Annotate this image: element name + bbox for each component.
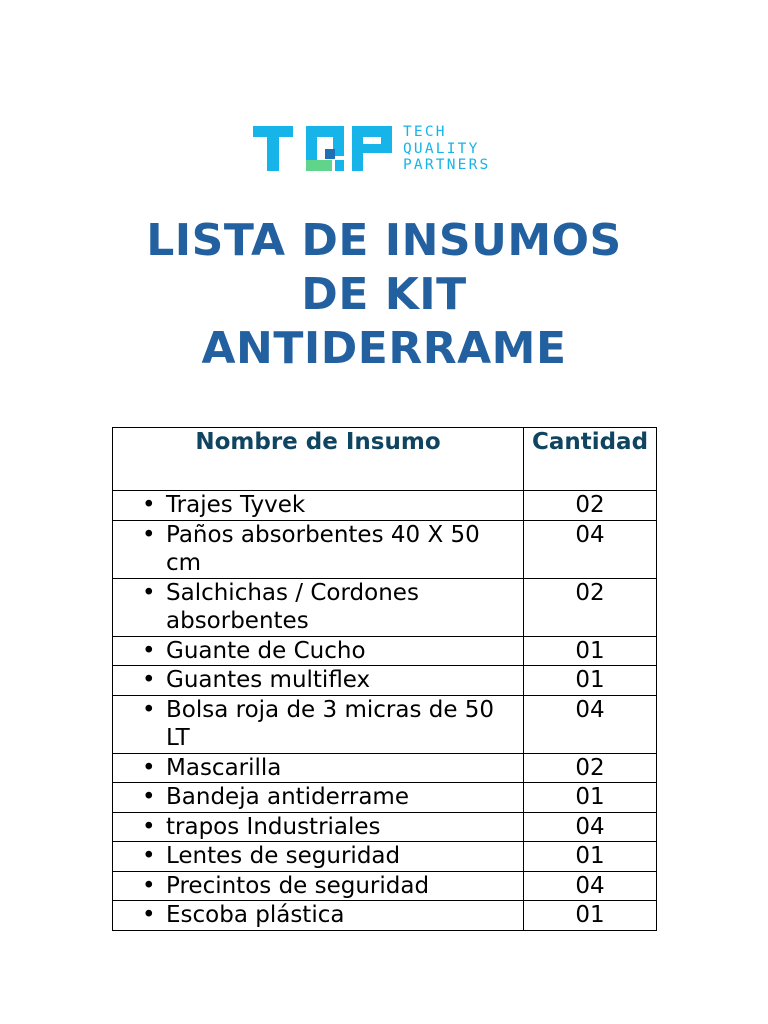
bullet-icon: • bbox=[142, 637, 156, 664]
table-body bbox=[113, 491, 657, 931]
title-line-1: LISTA DE INSUMOS bbox=[146, 215, 622, 266]
table-row bbox=[113, 901, 657, 931]
item-quantity: 01 bbox=[524, 783, 657, 813]
item-name-cell bbox=[113, 753, 524, 783]
bullet-icon: • bbox=[142, 667, 156, 693]
bullet-icon: • bbox=[142, 902, 156, 928]
column-header-quantity: Cantidad bbox=[524, 428, 657, 491]
logo-line-tech: TECH bbox=[403, 124, 447, 140]
item-name: Mascarilla bbox=[166, 754, 282, 781]
company-logo bbox=[253, 124, 518, 174]
item-name: Guante de Cucho bbox=[166, 637, 366, 664]
bullet-icon: • bbox=[142, 521, 156, 548]
bullet-icon: • bbox=[142, 784, 156, 810]
supplies-table bbox=[112, 427, 657, 931]
document-title bbox=[0, 214, 768, 376]
logo-line-partners: PARTNERS bbox=[403, 157, 491, 173]
table-row bbox=[113, 812, 657, 842]
bullet-icon: • bbox=[142, 872, 156, 899]
item-name: trapos Industriales bbox=[166, 813, 381, 840]
item-name-cell bbox=[113, 812, 524, 842]
table-row bbox=[113, 636, 657, 666]
item-quantity: 01 bbox=[524, 842, 657, 872]
item-name: Paños absorbentes 40 X 50 cm bbox=[166, 521, 480, 576]
table-row bbox=[113, 520, 657, 578]
table-row bbox=[113, 695, 657, 753]
table-row bbox=[113, 753, 657, 783]
logo-wordmark bbox=[403, 124, 490, 174]
table-row bbox=[113, 842, 657, 872]
bullet-icon: • bbox=[142, 754, 156, 781]
item-quantity: 01 bbox=[524, 666, 657, 696]
bullet-icon: • bbox=[142, 696, 156, 723]
table-row bbox=[113, 871, 657, 901]
item-name: Trajes Tyvek bbox=[166, 492, 306, 518]
item-name-cell bbox=[113, 783, 524, 813]
tqp-logo-mark bbox=[253, 124, 398, 174]
title-line-2: DE KIT bbox=[301, 269, 467, 320]
bullet-icon: • bbox=[142, 813, 156, 840]
item-quantity: 04 bbox=[524, 520, 657, 578]
item-name-cell bbox=[113, 695, 524, 753]
item-name-cell bbox=[113, 636, 524, 666]
item-name-cell bbox=[113, 901, 524, 931]
item-name: Bandeja antiderrame bbox=[166, 784, 409, 810]
column-header-name: Nombre de Insumo bbox=[113, 428, 524, 491]
item-name: Guantes multiflex bbox=[166, 667, 371, 693]
item-name: Precintos de seguridad bbox=[166, 872, 430, 899]
item-quantity: 02 bbox=[524, 578, 657, 636]
item-name: Bolsa roja de 3 micras de 50 LT bbox=[166, 696, 495, 751]
table-row bbox=[113, 578, 657, 636]
item-name-cell bbox=[113, 578, 524, 636]
table-row bbox=[113, 491, 657, 521]
item-quantity: 01 bbox=[524, 636, 657, 666]
item-quantity: 01 bbox=[524, 901, 657, 931]
item-name-cell bbox=[113, 842, 524, 872]
bullet-icon: • bbox=[142, 492, 156, 518]
table-row bbox=[113, 666, 657, 696]
item-name-cell bbox=[113, 871, 524, 901]
bullet-icon: • bbox=[142, 579, 156, 606]
item-quantity: 02 bbox=[524, 753, 657, 783]
item-quantity: 04 bbox=[524, 812, 657, 842]
item-name: Lentes de seguridad bbox=[166, 843, 401, 869]
item-name: Salchichas / Cordones absorbentes bbox=[166, 579, 419, 634]
item-name-cell bbox=[113, 491, 524, 521]
item-name: Escoba plástica bbox=[166, 902, 345, 928]
item-name-cell bbox=[113, 666, 524, 696]
item-quantity: 04 bbox=[524, 871, 657, 901]
bullet-icon: • bbox=[142, 843, 156, 869]
table-header-row bbox=[113, 428, 657, 491]
table-row bbox=[113, 783, 657, 813]
item-quantity: 02 bbox=[524, 491, 657, 521]
item-name-cell bbox=[113, 520, 524, 578]
title-line-3: ANTIDERRAME bbox=[201, 323, 567, 374]
logo-line-quality: QUALITY bbox=[403, 140, 480, 157]
item-quantity: 04 bbox=[524, 695, 657, 753]
